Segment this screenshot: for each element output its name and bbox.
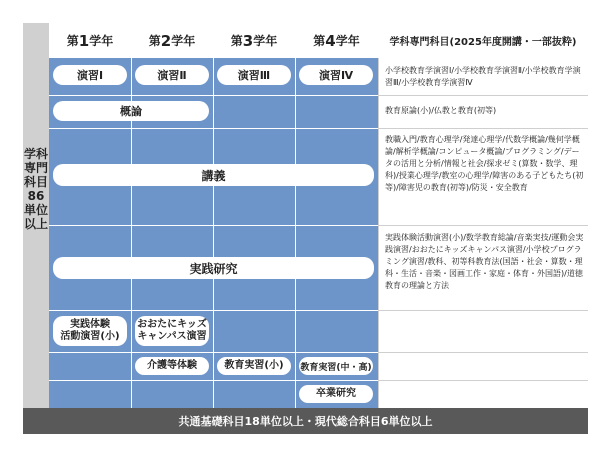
pill-ootani-kids: おおたにキッズ キャンパス演習 xyxy=(135,316,209,346)
header-year-2: 第 2 学年 xyxy=(148,31,196,50)
footer-bar: 共通基礎科目18単位以上・現代総合科目6単位以上 xyxy=(23,408,588,434)
pill-kaigo: 介護等体験 xyxy=(135,357,209,375)
subjects-row-4: 実践体験活動演習(小)/数学教育総論/音楽実技/運動会実践演習/おおたにキッズキャンパス演習/小学校プログラミング演習/教科、初等科教育法(国語・社会・算数・理科・生活・音楽・図画工作・家庭・体育・外国語)/道徳教育の理論と方法 xyxy=(385,233,584,290)
pill-jissen-taiken: 実践体験 活動演習(小) xyxy=(53,316,127,346)
pill-kyoiku-jisshu-sho: 教育実習(小) xyxy=(217,357,291,375)
grid-hline xyxy=(49,380,378,381)
header-year-4: 第 4 学年 xyxy=(313,31,360,50)
subjects-row-divider xyxy=(378,380,588,381)
pill-kogi: 講義 xyxy=(53,164,374,186)
pill-enshu-4: 演習Ⅳ xyxy=(299,65,373,85)
pill-sotsugyo: 卒業研究 xyxy=(299,385,373,403)
subjects-row-3: 教職入門/教育心理学/発達心理学/代数学概論/幾何学概論/解析学概論/コンピュータ概論/プログラミング/データの活用と分析/情報と社会/探求ゼミ(算数・数学、理科)/授業心理学/教室の心理学/障害のある子どもたち(初等)/障害児の教育(初等)/防災・安全教育 xyxy=(385,135,584,192)
subjects-row-divider xyxy=(378,225,588,226)
subjects-row-divider xyxy=(378,95,588,96)
header-year-1: 第 1 学年 xyxy=(66,31,114,50)
subjects-row-divider xyxy=(378,310,588,311)
subjects-row-2: 教育原論(小)/仏教と教育(初等) xyxy=(385,106,497,115)
pill-jissen-kenkyu: 実践研究 xyxy=(53,257,374,279)
header-year-3: 第 3 学年 xyxy=(230,31,278,50)
grid-hline xyxy=(49,352,378,353)
subjects-row-divider xyxy=(378,352,588,353)
grid-vline xyxy=(295,58,296,408)
header-subjects: 学科専門科目(2025年度開講・一部抜粋) xyxy=(389,37,577,48)
subjects-row-divider xyxy=(378,128,588,129)
grid-hline xyxy=(49,310,378,311)
pill-gairon: 概論 xyxy=(53,101,209,121)
grid-hline xyxy=(49,95,378,96)
pill-enshu-2: 演習Ⅱ xyxy=(135,65,209,85)
side-label: 学科専門科目86単位以上 xyxy=(23,147,48,231)
pill-enshu-1: 演習Ⅰ xyxy=(53,65,127,85)
grid-vline xyxy=(213,58,214,408)
grid-hline xyxy=(49,128,378,129)
pill-enshu-3: 演習Ⅲ xyxy=(217,65,291,85)
grid-hline xyxy=(49,225,378,226)
subjects-row-1: 小学校教育学演習Ⅰ/小学校教育学演習Ⅱ/小学校教育学演習Ⅲ/小学校教育学演習Ⅳ xyxy=(385,66,581,87)
pill-kyoiku-jisshu-chuko: 教育実習(中・高) xyxy=(299,357,373,375)
